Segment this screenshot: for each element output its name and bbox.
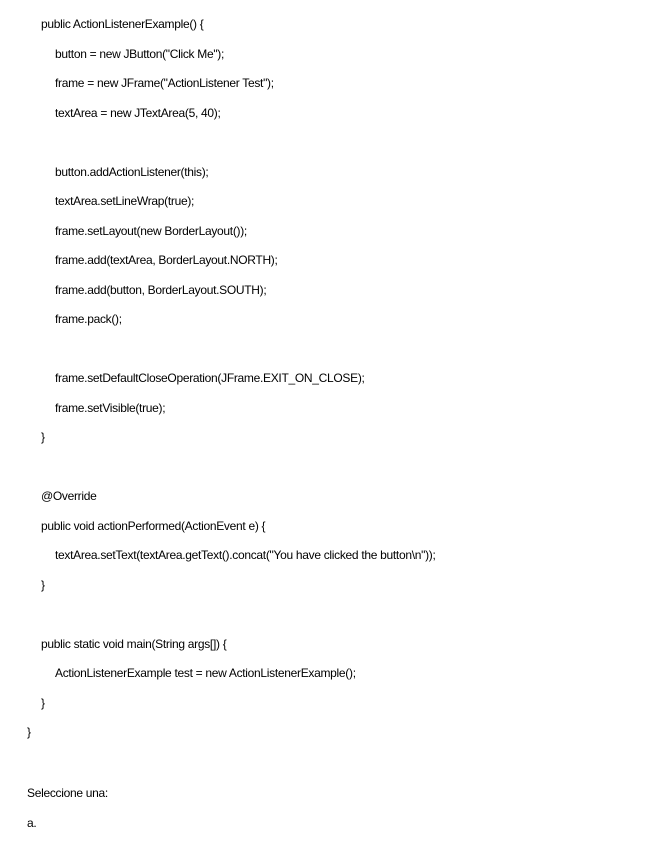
- code-line: textArea = new JTextArea(5, 40);: [55, 105, 221, 120]
- code-line: textArea.setText(textArea.getText().concat("You have clicked the button\n"));: [55, 548, 436, 562]
- code-blank-line: [0, 604, 655, 634]
- code-line: }: [41, 577, 45, 592]
- code-blank-line: [0, 132, 655, 162]
- code-blank-line: [0, 339, 655, 369]
- code-line: frame.setVisible(true);: [55, 400, 166, 415]
- code-line: frame.setDefaultCloseOperation(JFrame.EXIT_ON_CLOSE);: [55, 371, 365, 385]
- select-one-prompt: Seleccione una:: [27, 786, 108, 800]
- answer-section: [27, 783, 108, 833]
- code-line: ActionListenerExample test = new ActionListenerExample();: [55, 666, 356, 680]
- code-line: public void actionPerformed(ActionEvent e) {: [41, 518, 266, 533]
- code-line: public ActionListenerExample() {: [41, 17, 204, 31]
- code-line: frame.setLayout(new BorderLayout());: [55, 223, 247, 238]
- code-line: textArea.setLineWrap(true);: [55, 194, 195, 208]
- code-line: @Override: [41, 489, 97, 503]
- code-line: frame.add(textArea, BorderLayout.NORTH);: [55, 253, 278, 267]
- code-line: }: [41, 430, 45, 444]
- code-line: button = new JButton("Click Me");: [55, 46, 225, 61]
- code-listing: [0, 14, 655, 752]
- code-line: frame = new JFrame("ActionListener Test");: [55, 76, 274, 90]
- code-line: frame.pack();: [55, 312, 122, 326]
- code-line: public static void main(String args[]) {: [41, 636, 227, 651]
- answer-option-a[interactable]: a.: [27, 815, 37, 830]
- code-line: }: [41, 695, 45, 710]
- code-line: button.addActionListener(this);: [55, 164, 209, 179]
- code-blank-line: [0, 457, 655, 487]
- code-line: }: [27, 725, 31, 739]
- code-line: frame.add(button, BorderLayout.SOUTH);: [55, 282, 267, 297]
